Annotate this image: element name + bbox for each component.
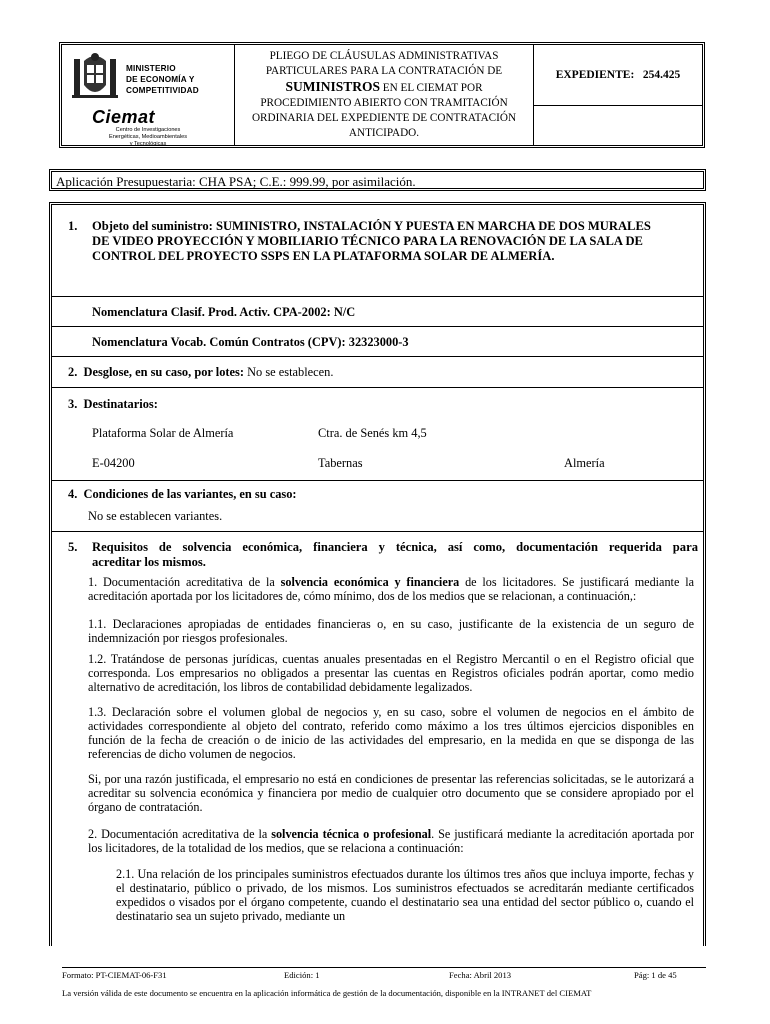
footer-edition: Edición: 1	[284, 970, 320, 980]
divider	[52, 356, 703, 357]
header-logo-cell	[62, 45, 235, 145]
divider	[52, 480, 703, 481]
section-1-title: Objeto del suministro: SUMINISTRO, INSTALACIÓN Y PUESTA EN MARCHA DE DOS MURALES DE VIDEO PROYECCIÓN Y MOBILIARIO TÉCNICO PARA LA RENOVACIÓN DE LA SALA DE CONTROL DEL PROYECTO SSPS EN LA PLATAFORMA SOLAR DE ALMERÍA.	[92, 219, 651, 263]
footer-note: La versión válida de este documento se encuentra en la aplicación informática de gestión de la documentación, disponible en la INTRANET del CIEMAT	[62, 988, 592, 998]
divider	[52, 387, 703, 388]
document-title: PLIEGO DE CLÁUSULAS ADMINISTRATIVAS PARTICULARES PARA LA CONTRATACIÓN DE SUMINISTROS EN EL CIEMAT POR PROCEDIMIENTO ABIERTO CON TRAMITACIÓN ORDINARIA DEL EXPEDIENTE DE CONTRATACIÓN ANTICIPADO.	[235, 45, 534, 145]
section-5-title: Requisitos de solvencia económica, financiera y técnica, así como, documentación requerida para acreditar los mismos.	[92, 540, 698, 569]
destinatario-province: Almería	[564, 456, 605, 470]
para-1-4: Si, por una razón justificada, el empresario no está en condiciones de presentar las referencias solicitadas, se le autorizará a acreditar su solvencia económica y financiera por medio de cualquier otro documento que se considere apropiado por el órgano de contratación.	[88, 772, 694, 814]
ciemat-logo: Ciemat	[92, 107, 156, 127]
section-4-title: 4. Condiciones de las variantes, en su caso:	[68, 487, 297, 501]
clauses-table	[49, 202, 706, 946]
footer-divider	[62, 967, 706, 968]
divider	[52, 531, 703, 532]
cpa-code: Nomenclatura Clasif. Prod. Activ. CPA-2002: N/C	[92, 305, 356, 319]
divider	[52, 326, 703, 327]
para-2-1: 2.1. Una relación de los principales suministros efectuados durante los últimos tres años que incluya importe, fechas y el destinatario, público o privado, de los mismos. Los suministros efectuados se acreditarán mediante certificados expedidos o visados por el órgano competente, cuando el destinatario sea una entidad del sector público o, cuando el destinatario sea un sujeto privado, mediante un	[116, 867, 694, 923]
para-1-3: 1.3. Declaración sobre el volumen global de negocios y, en su caso, sobre el volumen de negocios en el ámbito de actividades correspondiente al objeto del contrato, referido como máximo a los tres últimos ejercicios disponibles en función de la fecha de creación o de inicio de las actividades del empresario, en la medida en que se disponga de las referencias de dicho volumen de negocios.	[88, 705, 694, 761]
para-1: 1. Documentación acreditativa de la solvencia económica y financiera de los licitadores. Se justificará mediante la acreditación aportada por los licitadores de, cómo mínimo, dos de los medios que se relacionan, a continuación,:	[88, 575, 694, 603]
expediente-number: EXPEDIENTE: 254.425	[534, 45, 702, 106]
section-4-value: No se establecen variantes.	[88, 509, 223, 523]
para-1-2: 1.2. Tratándose de personas jurídicas, cuentas anuales presentadas en el Registro Mercantil o en el Registro oficial que corresponda. Los empresarios no obligados a presentar las cuentas en Registros oficiales podrán aportar, como medio alternativo de acreditación, los libros de contabilidad debidamente legalizados.	[88, 652, 694, 694]
footer-page: Pág: 1 de 45	[634, 970, 677, 980]
cpv-code: Nomenclatura Vocab. Común Contratos (CPV): 32323000-3	[92, 335, 409, 349]
destinatario-zip: E-04200	[92, 456, 135, 470]
divider	[52, 296, 703, 297]
document-header	[59, 42, 705, 148]
budget-application: Aplicación Presupuestaria: CHA PSA; C.E.: 999.99, por asimilación.	[49, 169, 706, 191]
ciemat-subtitle: Centro de Investigaciones Energéticas, Medioambientales y Tecnológicas	[108, 127, 188, 147]
para-1-1: 1.1. Declaraciones apropiadas de entidades financieras o, en su caso, justificante de la existencia de un seguro de indemnización por riesgos profesionales.	[88, 617, 694, 645]
destinatario-town: Tabernas	[318, 456, 363, 470]
section-2: 2. Desglose, en su caso, por lotes: No se establecen.	[68, 365, 334, 379]
coat-of-arms-icon	[70, 51, 120, 103]
section-3-title: 3. Destinatarios:	[68, 397, 158, 411]
ministry-name: MINISTERIO DE ECONOMÍA Y COMPETITIVIDAD	[126, 64, 199, 95]
footer-date: Fecha: Abril 2013	[449, 970, 512, 980]
para-2: 2. Documentación acreditativa de la solvencia técnica o profesional. Se justificará mediante la acreditación aportada por los licitadores, de la totalidad de los medios, que se relaciona a continuación:	[88, 827, 695, 855]
section-1-number: 1.	[68, 219, 78, 233]
footer-format: Formato: PT-CIEMAT-06-F31	[62, 970, 167, 980]
expediente-cell	[534, 45, 702, 145]
section-5-number: 5.	[68, 540, 78, 554]
destinatario-road: Ctra. de Senés km 4,5	[318, 426, 427, 440]
destinatario-name: Plataforma Solar de Almería	[92, 426, 234, 440]
